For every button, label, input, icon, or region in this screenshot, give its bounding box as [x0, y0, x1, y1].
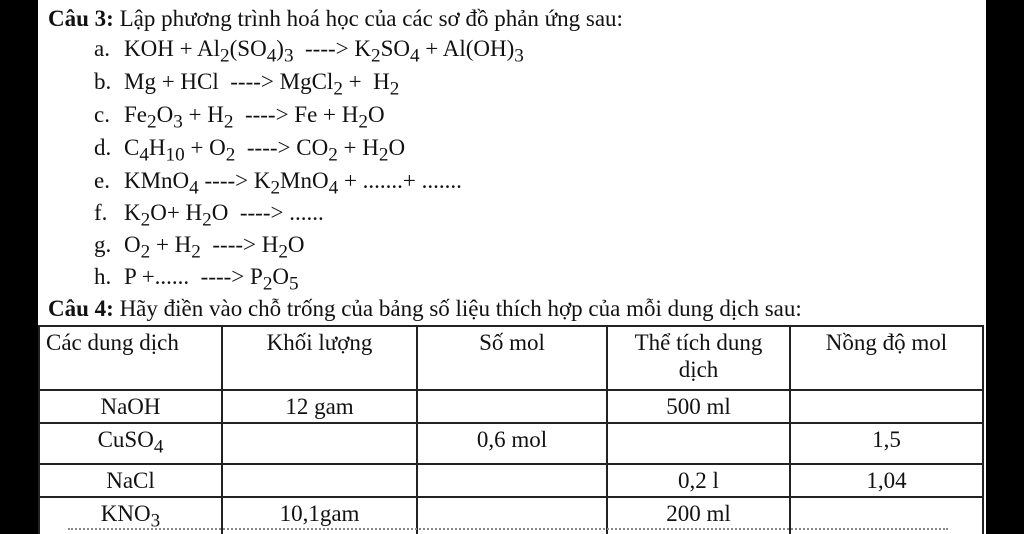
reaction-equation: Mg + HCl ----> MgCl$_2$ + $H_2$: [124, 69, 400, 100]
reaction-b: [94, 69, 399, 103]
cell-molarity: 1,04: [790, 464, 983, 497]
cell-moles: [417, 464, 607, 497]
reaction-a: [94, 36, 524, 70]
question-4-label: Câu 4:: [48, 296, 114, 321]
question-3-text: Lập phương trình hoá học của các sơ đồ phản ứng sau:: [113, 6, 623, 31]
cell-mass: [222, 464, 417, 497]
cell-molarity: [790, 390, 983, 423]
document-page: [38, 0, 986, 534]
reaction-e: [94, 168, 462, 202]
header-molarity: Nồng độ mol: [790, 326, 983, 390]
reaction-equation: KMnO$_4$ ----> $K_2MnO_4$ + .......+ .......: [124, 168, 462, 199]
cell-solution: NaCl: [39, 464, 222, 497]
cell-mass: 12 gam: [222, 390, 417, 423]
reaction-equation: KOH + $Al_2(SO_4)_3$ ----> $K_2SO_4 + Al(OH)_3$: [124, 36, 524, 67]
reaction-label: d.: [94, 135, 112, 160]
reaction-label: c.: [94, 102, 110, 127]
reaction-equation: $C_4H_{10} + O_2$ ----> $CO_2 + H_2O$: [124, 135, 406, 166]
cell-moles: [417, 390, 607, 423]
table-row: [39, 464, 983, 497]
cell-solution: CuSO$_4$: [39, 423, 222, 464]
cell-molarity: 1,5: [790, 423, 983, 464]
reaction-d: [94, 135, 405, 169]
cut-off-next-line: [68, 528, 948, 534]
cell-solution: $KNO_3$: [39, 497, 222, 534]
reaction-h: [94, 264, 299, 298]
reaction-equation: P +...... ----> $P_2O_5$: [124, 264, 299, 295]
cell-mass: 10,1gam: [222, 497, 417, 534]
reaction-equation: $O_2 + H_2$ ----> $H_2O$: [124, 232, 305, 263]
cell-moles: 0,6 mol: [417, 423, 607, 464]
header-solution: Các dung dịch: [39, 326, 222, 390]
reaction-label: f.: [94, 200, 108, 225]
table-row: [39, 390, 983, 423]
reaction-equation: $Fe_2O_3 + H_2$ ----> $Fe + H_2O$: [124, 102, 385, 133]
reaction-label: h.: [94, 264, 112, 289]
cell-volume: 500 ml: [607, 390, 790, 423]
reaction-label: a.: [94, 36, 110, 61]
reaction-label: g.: [94, 232, 112, 257]
cell-volume: 0,2 l: [607, 464, 790, 497]
reaction-f: [94, 200, 324, 234]
cell-mass: [222, 423, 417, 464]
cell-volume: 200 ml: [607, 497, 790, 534]
cell-solution: NaOH: [39, 390, 222, 423]
reaction-label: b.: [94, 69, 112, 94]
table-row: [39, 423, 983, 464]
question-4-text: Hãy điền vào chỗ trống của bảng số liệu thích hợp của mỗi dung dịch sau:: [113, 296, 802, 321]
question-3-label: Câu 3:: [48, 6, 114, 31]
header-moles: Số mol: [417, 326, 607, 390]
header-volume: Thể tích dung dịch: [607, 326, 790, 390]
header-mass: Khối lượng: [222, 326, 417, 390]
question-3-heading: [48, 6, 623, 32]
solution-data-table: [38, 325, 984, 534]
reaction-label: e.: [94, 168, 110, 193]
question-4-heading: [48, 296, 802, 322]
table-header-row: [39, 326, 983, 390]
cell-volume: [607, 423, 790, 464]
reaction-g: [94, 232, 305, 266]
reaction-c: [94, 102, 385, 136]
reaction-equation: $K_2O+ H_2O$ ----> ......: [124, 200, 324, 231]
